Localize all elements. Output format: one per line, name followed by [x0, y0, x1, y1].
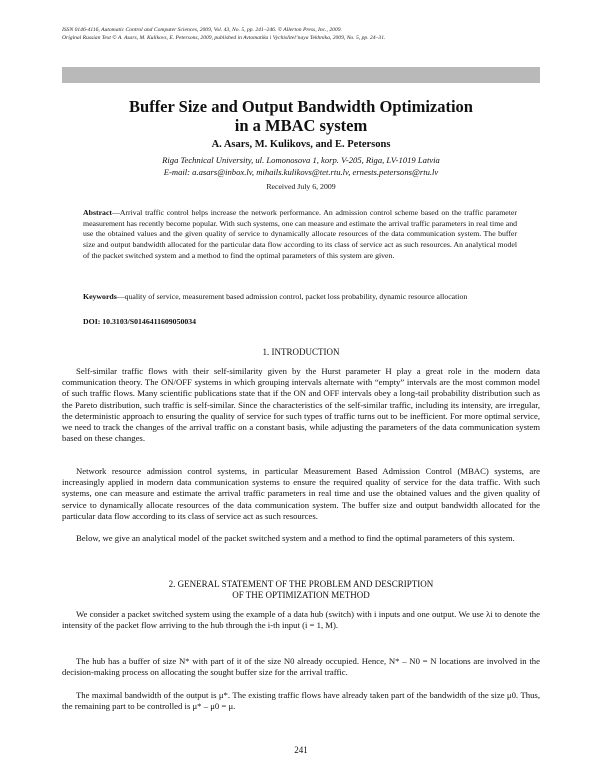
- journal-header-line: ISSN 0146-4116, Automatic Control and Computer Sciences, 2009, Vol. 43, No. 5, pp. 241–246. © Allerton Press, Inc., 2009.: [62, 27, 342, 33]
- email-line: E-mail: a.asars@inbox.lv, mihails.kulikovs@tet.rtu.lv, ernests.petersons@rtu.lv: [163, 166, 439, 177]
- abstract: [83, 208, 517, 262]
- header-bar: [62, 67, 540, 83]
- paragraph: The hub has a buffer of size N* with part of it of the size N0 already occupied. Hence, N* – N0 = N locations are involved in the decision-making process on allocating the sought buffer size for the arrival traffic.: [62, 656, 540, 678]
- affiliation-block: [62, 155, 540, 179]
- section-heading-introduction: 1. INTRODUCTION: [262, 347, 340, 357]
- authors: A. Asars, M. Kulikovs, and E. Petersons: [211, 139, 391, 150]
- abstract-text: —Arrival traffic control helps increase the network performance. An admission control scheme based on the traffic parameter measurement has recently become popular. With such systems, one can measure and estimate the arrival traffic parameters in real time and use the obtained values and the given quality of service to dynamically allocate resources of the data communication system. The buffer size and output bandwidth allocated for the particular data flow according to its class of service act as such resources. An analytical model of the packet switched system and a method to find the optimal parameters of this system are given.: [83, 208, 517, 260]
- received-date: Received July 6, 2009: [266, 182, 336, 191]
- section-heading-line: 2. GENERAL STATEMENT OF THE PROBLEM AND DESCRIPTION: [168, 579, 434, 589]
- paragraph: Network resource admission control systems, in particular Measurement Based Admission Control (MBAC) systems, are increasingly applied in modern data communication systems to ensure the required quality of service for the data traffic. With such systems, one can measure and estimate the arrival traffic parameters in real time and use the obtained values and the given quality of service to dynamically allocate resources of the data communication system. The buffer size and output bandwidth allocated for the particular data flow according to its class of service act as such resources.: [62, 466, 540, 521]
- title-line: Buffer Size and Output Bandwidth Optimization: [129, 97, 473, 116]
- paragraph: The maximal bandwidth of the output is μ*. The existing traffic flows have already taken part of the bandwidth of the size μ0. Thus, the remaining part to be controlled is μ* – μ0 = μ.: [62, 690, 540, 712]
- doi: DOI: 10.3103/S0146411609050034: [83, 317, 197, 326]
- page-number: 241: [294, 745, 308, 755]
- paragraph: Below, we give an analytical model of the packet switched system and a method to find the optimal parameters of this system.: [76, 533, 515, 543]
- section-heading-problem: [62, 579, 540, 601]
- keywords-label: Keywords: [83, 292, 117, 301]
- affiliation: Riga Technical University, ul. Lomonosova 1, korp. V-205, Riga, LV-1019 Latvia: [162, 155, 440, 165]
- keywords: [83, 292, 517, 303]
- paragraph: We consider a packet switched system using the example of a data hub (switch) with i inputs and one output. We use λi to denote the intensity of the packet flow arriving to the hub through the i-th input (i = 1, M).: [62, 609, 540, 631]
- abstract-label: Abstract: [83, 208, 113, 217]
- paragraph: Self-similar traffic flows with their self-similarity given by the Hurst parameter H play a great role in the modern data communication theory. The ON/OFF systems in which grouping intervals alternate with “empty” intervals are the most common model of such traffic flows. Many scientific publications state that if the ON and OFF intervals obey a long-tail probability distribution such as the Pareto distribution, such traffic is self-similar. Since the characteristics of the self-similar traffic, including its intensity, are irregular, the deterministic approach to ensuring the quality of service for such types of traffic turns out to be inefficient. For more optimal service, we need to track the changes of the arrival traffic on a constant basis, while adjusting the parameters of the data communication system based on these changes.: [62, 366, 540, 444]
- title-line: in a MBAC system: [234, 116, 368, 135]
- paper-title: [62, 97, 540, 135]
- journal-header-line: Original Russian Text © A. Asars, M. Kulikovs, E. Petersons, 2009, published in Avtomatika i Vychislitel’naya Tekhnika, 2009, No. 5, pp. 24–31.: [62, 34, 386, 41]
- keywords-text: —quality of service, measurement based admission control, packet loss probability, dynamic resource allocation: [116, 292, 468, 301]
- journal-header: [62, 27, 540, 42]
- section-heading-line: OF THE OPTIMIZATION METHOD: [232, 590, 370, 600]
